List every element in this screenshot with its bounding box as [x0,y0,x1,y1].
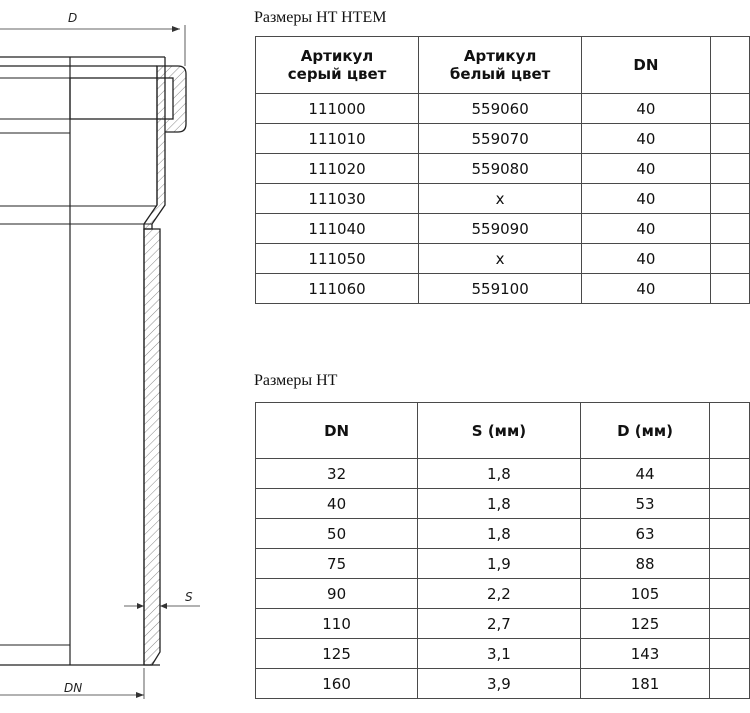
table-cell: 3,9 [418,669,581,699]
table-header-row [256,403,750,459]
table-cell: 105 [580,579,710,609]
table-cell: 40 [582,274,711,304]
table-cell: 559080 [419,154,582,184]
table-row [256,459,750,489]
table-row [256,94,750,124]
header-article-white-line2: белый цвет [449,65,551,83]
table-cell: 125 [580,609,710,639]
table-cell: 2,7 [418,609,581,639]
table-cell: 40 [582,184,711,214]
dimension-outer-diameter [0,11,185,66]
table-row [256,489,750,519]
table-row [256,274,750,304]
table-cell [710,639,750,669]
table-cell [710,274,749,304]
dimension-inner-diameter [0,668,144,699]
table-cell: 75 [256,549,418,579]
table-htem [255,36,750,304]
table-cell [710,184,749,214]
dim-outer-label: D [68,11,78,25]
table-row [256,244,750,274]
table-cell: 44 [580,459,710,489]
table-cell: 110 [256,609,418,639]
table-cell: 40 [582,214,711,244]
table-row [256,639,750,669]
table-cell: 143 [580,639,710,669]
table-ht-caption: Размеры HT [254,372,338,389]
table-cell: 40 [582,94,711,124]
table-cell: 559090 [419,214,582,244]
table-row [256,124,750,154]
table-row [256,154,750,184]
table-cell: 1,8 [418,519,581,549]
dim-wall-label: S [185,590,193,604]
table-htem-caption: Размеры HT HTEM [254,9,387,26]
table-cell: 53 [580,489,710,519]
table-row [256,184,750,214]
header-article-grey [256,37,419,94]
header-col4 [710,37,749,94]
pipe-section-drawing [0,0,245,713]
table-cell: 559100 [419,274,582,304]
header-dn: DN [582,37,711,94]
table-cell [710,669,750,699]
table-row [256,214,750,244]
table-cell [710,519,750,549]
table-cell: 40 [582,154,711,184]
header-article-grey-line1: Артикул [300,47,374,65]
header-outer-diameter: D (мм) [580,403,710,459]
table-cell: 111030 [256,184,419,214]
table-cell: 88 [580,549,710,579]
table-cell [710,154,749,184]
table-cell [710,549,750,579]
header-dn: DN [256,403,418,459]
table-cell: 125 [256,639,418,669]
header-article-grey-line2: серый цвет [287,65,387,83]
table-row [256,609,750,639]
table-cell: 3,1 [418,639,581,669]
table-cell: 63 [580,519,710,549]
table-cell: 181 [580,669,710,699]
table-cell [710,579,750,609]
dim-inner-label: DN [64,681,83,695]
table-row [256,519,750,549]
table-cell: 160 [256,669,418,699]
table-cell: 32 [256,459,418,489]
table-cell: 111020 [256,154,419,184]
table-cell: x [419,244,582,274]
table-cell [710,489,750,519]
header-wall: S (мм) [418,403,581,459]
table-cell: 50 [256,519,418,549]
dimension-wall-thickness [124,590,200,609]
table-cell: 111060 [256,274,419,304]
table-row [256,549,750,579]
table-cell [710,94,749,124]
table-row [256,669,750,699]
table-cell: 111010 [256,124,419,154]
table-cell: 2,2 [418,579,581,609]
table-cell [710,459,750,489]
table-cell: 111050 [256,244,419,274]
table-cell: 111040 [256,214,419,244]
table-cell [710,609,750,639]
table-cell: 1,8 [418,489,581,519]
table-header-row [256,37,750,94]
header-col4 [710,403,750,459]
table-row [256,579,750,609]
table-cell: 90 [256,579,418,609]
table-cell: 559060 [419,94,582,124]
header-article-white [419,37,582,94]
table-cell: 1,9 [418,549,581,579]
table-cell: 111000 [256,94,419,124]
table-ht [255,402,750,699]
table-cell [710,124,749,154]
table-cell: 40 [256,489,418,519]
table-cell: 40 [582,124,711,154]
table-cell [710,214,749,244]
table-cell [710,244,749,274]
table-cell: 40 [582,244,711,274]
header-article-white-line1: Артикул [463,47,537,65]
table-cell: x [419,184,582,214]
table-cell: 1,8 [418,459,581,489]
table-cell: 559070 [419,124,582,154]
